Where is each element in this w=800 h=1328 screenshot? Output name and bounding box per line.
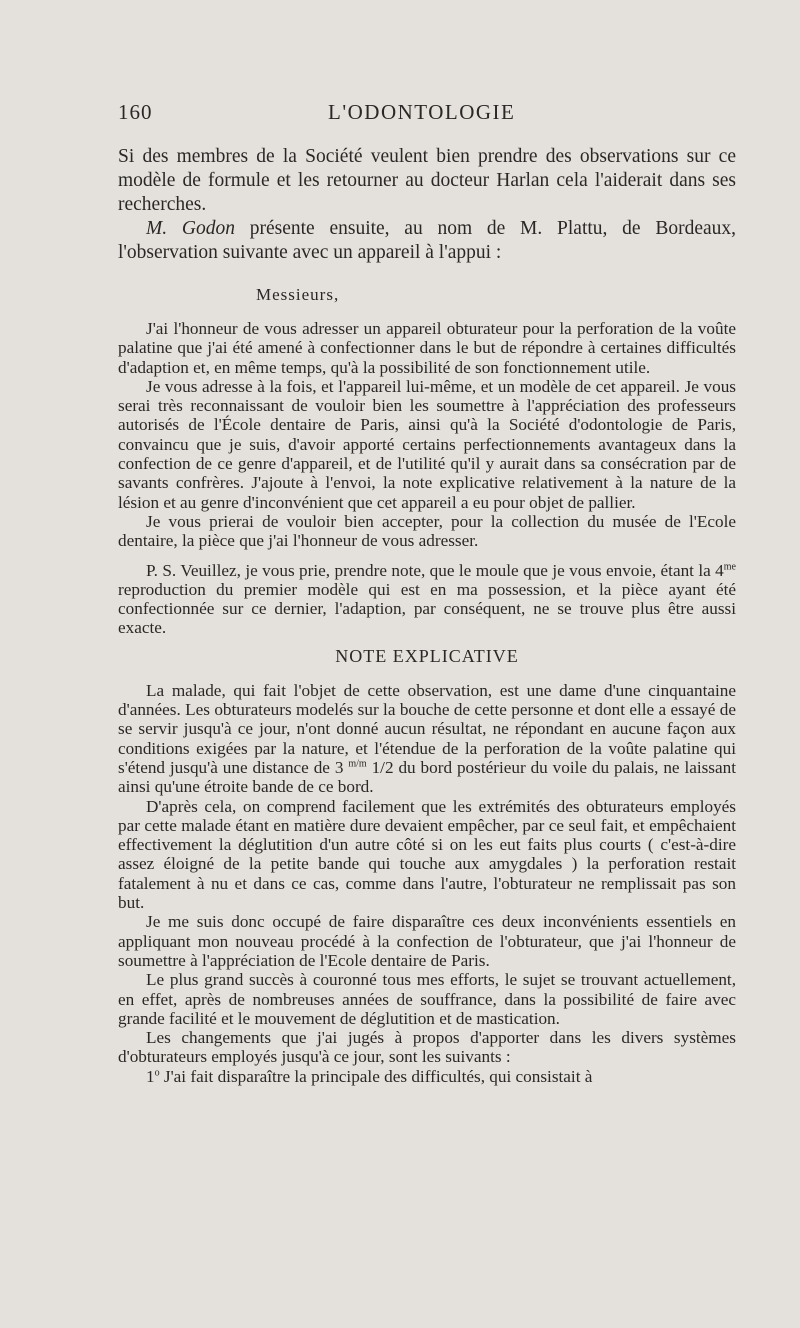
list-item-number: 1	[146, 1066, 155, 1086]
note-paragraph-1	[118, 681, 736, 797]
letter-postscript	[118, 561, 736, 638]
intro-paragraph-2-text: présente ensuite, au nom de M. Plattu, de Bordeaux, l'observation suivante avec un appareil à l'appui :	[118, 218, 737, 263]
page-number: 160	[118, 100, 153, 124]
postscript-text-end: reproduction du premier modèle qui est en ma possession, et la pièce ayant été confectionnée sur ce dernier, l'adaption, par conséquent, ne se trouve plus être aussi exacte.	[118, 579, 736, 638]
note-section	[118, 646, 736, 1086]
letter-paragraph: J'ai l'honneur de vous adresser un appareil obturateur pour la perforation de la voûte palatine que j'ai été amené à confectionner dans le but de répondre à certaines difficultés d'adaption et, en même temps, qu'à la possibilité de son fonctionnement utile.	[118, 319, 736, 377]
note-list-item-1	[118, 1067, 736, 1086]
note-paragraph: Les changements que j'ai jugés à propos d'apporter dans les divers systèmes d'obturateurs employés jusqu'à ce jour, sont les suivants :	[118, 1028, 736, 1067]
letter-section	[118, 285, 736, 638]
note-paragraph-1-end: 1/2 du bord postérieur du voile du palais, ne laissant ainsi qu'une étroite bande de ce bord.	[118, 757, 736, 797]
note-paragraph: D'après cela, on comprend facilement que les extrémités des obturateurs employés par cette malade étant en matière dure devaient empêcher, par ce seul fait, et empêchaient effectivement la déglutition d'un autre côté si on les eut faits plus courts ( c'est-à-dire assez éloigné de la petite bande qui touche aux amygdales ) la perforation restait fatalement à nu et dans ce cas, comme dans l'autre, l'obturateur ne remplissait pas son but.	[118, 796, 736, 913]
letter-salutation: Messieurs,	[256, 285, 340, 304]
body-text	[118, 145, 736, 1086]
note-paragraph: Je me suis donc occupé de faire disparaître ces deux inconvénients essentiels en appliquant mon nouveau procédé à la confection de l'obturateur, que j'ai l'honneur de soumettre à l'appréciation de l'Ecole dentaire de Paris.	[118, 912, 736, 970]
list-item-ordinal: o	[154, 1066, 160, 1078]
note-paragraph: Le plus grand succès à couronné tous mes efforts, le sujet se trouvant actuellement, en effet, après de nombreuses années de souffrance, dans la possibilité de faire avec grande facilité et le mouvement de déglutition et de mastication.	[118, 970, 736, 1028]
note-paragraph-1-start: La malade, qui fait l'objet de cette observation, est une dame d'une cinquantaine d'années. Les obturateurs modelés sur la bouche de cette personne et dont elle a essayé de se servir jusqu'à ce jour, n'ont donné aucun résultat, ne répondant en aucune façon aux conditions exigées par la nature, et l'étendue de la perforation de la voûte palatine qui s'étend jusqu'à une distance de 3	[118, 680, 736, 777]
intro-paragraph-2	[118, 217, 736, 265]
list-item-text: J'ai fait disparaître la principale des difficultés, qui consistait à	[159, 1066, 593, 1086]
postscript-text-start: P. S. Veuillez, je vous prie, prendre note, que le moule que je vous envoie, étant la 4	[146, 560, 724, 580]
letter-paragraph: Je vous prierai de vouloir bien accepter, pour la collection du musée de l'Ecole dentaire, la pièce que j'ai l'honneur de vous adresser.	[118, 511, 736, 551]
page-header	[118, 100, 730, 130]
note-title: NOTE EXPLICATIVE	[335, 645, 519, 666]
postscript-superscript: me	[723, 560, 736, 572]
letter-paragraph: Je vous adresse à la fois, et l'appareil lui-même, et un modèle de cet appareil. Je vous serai très reconnaissant de vouloir bien les soumettre à l'appréciation des professeurs autorisés de l'École dentaire de Paris, ainsi qu'à la Société d'odontologie de Paris, convaincu que je suis, d'avoir apporté certains perfectionnements avantageux dans la confection de ce genre d'appareil, et de l'utilité qu'il y aurait dans sa consécration par de savants confrères. J'ajoute à l'envoi, la note explicative relativement à la nature de la lésion et au genre d'inconvénient que cet appareil a eu pour objet de pallier.	[118, 376, 736, 512]
measurement-unit: m/m	[348, 758, 367, 770]
running-title: L'ODONTOLOGIE	[328, 100, 516, 124]
intro-paragraph-1: Si des membres de la Société veulent bien prendre des observations sur ce modèle de formule et les retourner au docteur Harlan cela l'aiderait dans ses recherches.	[118, 146, 736, 215]
speaker-name: M. Godon	[146, 218, 235, 239]
intro-section	[118, 145, 736, 265]
